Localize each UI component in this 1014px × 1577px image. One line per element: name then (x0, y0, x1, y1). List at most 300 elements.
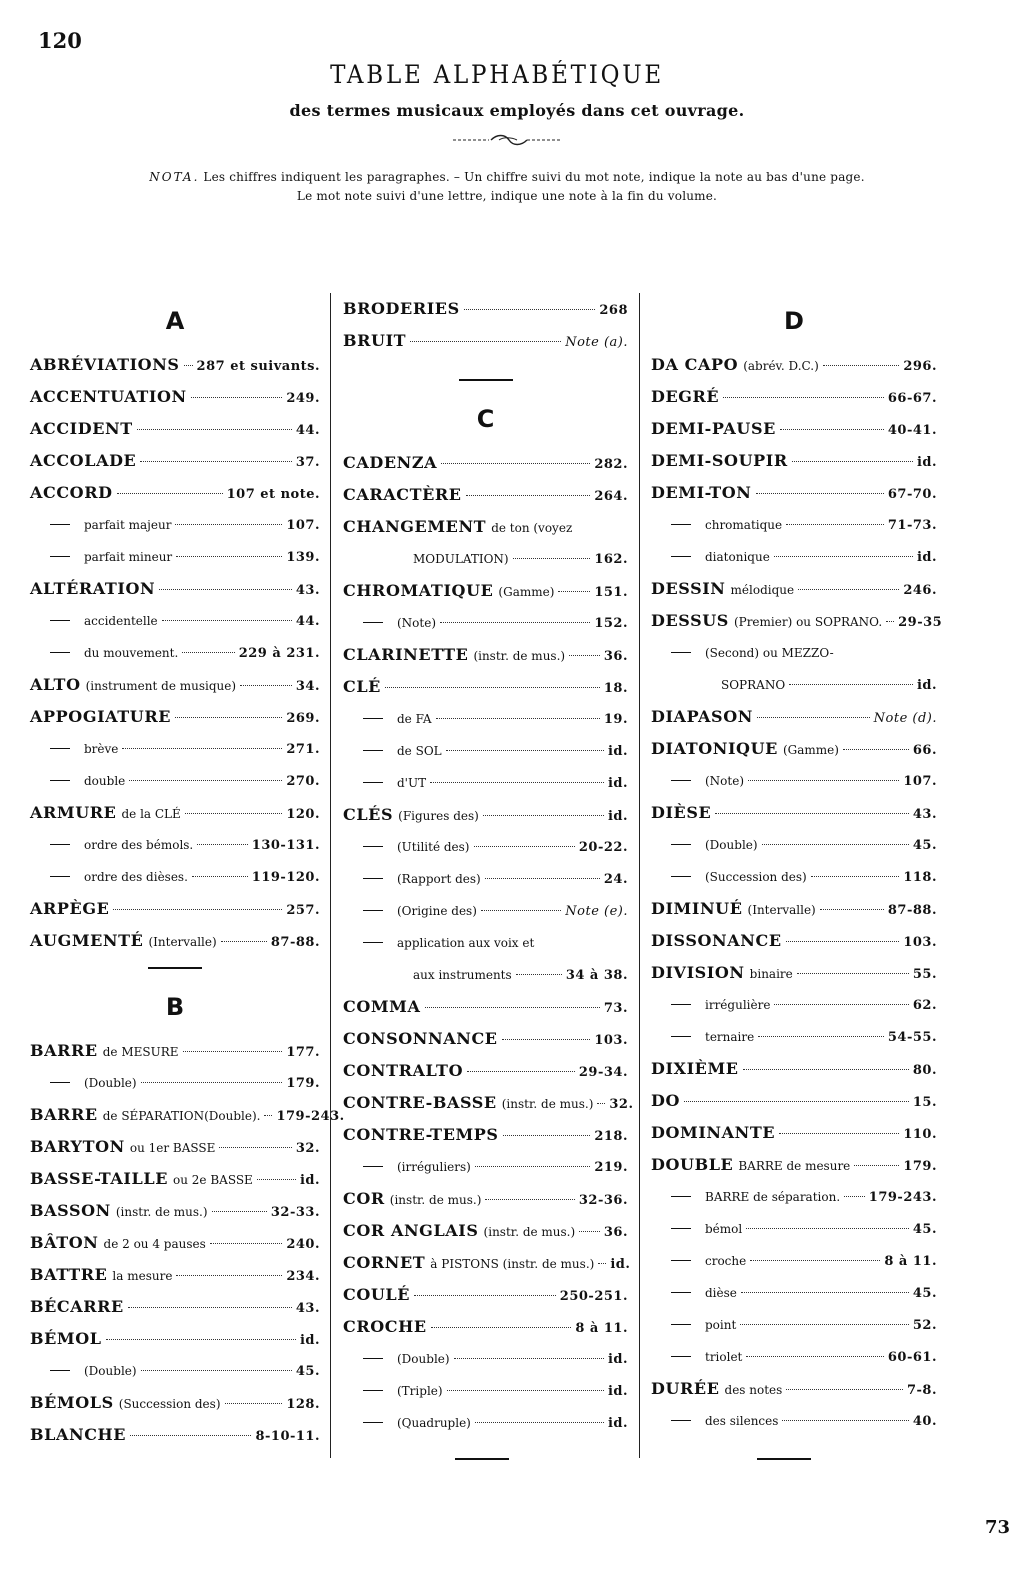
entry-term: CHROMATIQUE (343, 581, 494, 600)
leader-dots (210, 1243, 283, 1244)
entry-subterm: (Double) (397, 1352, 450, 1366)
index-entry (343, 1087, 634, 1119)
ditto-dash (363, 750, 383, 751)
ditto-dash (671, 1036, 691, 1037)
entry-term: COULÉ (343, 1285, 411, 1304)
index-entry (651, 989, 937, 1021)
entry-qualifier: (Intervalle) (747, 903, 816, 917)
index-entry (343, 1215, 628, 1247)
leader-dots (117, 493, 223, 494)
entry-term: COMMA (343, 997, 421, 1016)
index-entry (343, 1407, 628, 1439)
entry-reference: 229 à 231. (238, 646, 320, 661)
entry-term: APPOGIATURE (30, 707, 172, 726)
leader-dots (774, 1004, 908, 1005)
leader-dots (820, 909, 884, 910)
entry-reference: 130-131. (251, 838, 320, 853)
entry-term: CHANGEMENT (343, 517, 487, 536)
index-entry (30, 1131, 320, 1163)
index-entry (343, 735, 628, 767)
leader-dots (513, 558, 591, 559)
entry-term: DO (651, 1091, 681, 1110)
entry-reference: id. (299, 1173, 320, 1188)
entry-reference: 249. (286, 391, 320, 406)
entry-subterm: (Utilité des) (397, 840, 470, 854)
index-entry (343, 325, 628, 357)
entry-subterm: du mouvement. (84, 646, 179, 660)
entry-subterm: d'UT (397, 776, 427, 790)
index-entry (30, 765, 320, 797)
index-entry (30, 509, 320, 541)
ditto-dash (363, 846, 383, 847)
entry-reference: 29-34. (578, 1065, 628, 1080)
entry-reference: 162. (594, 552, 628, 567)
index-entry (651, 1149, 937, 1181)
nota-line-2: Le mot note suivi d'une lettre, indique une note à la fin du volume. (296, 189, 718, 203)
entry-reference: 120. (286, 807, 320, 822)
entry-reference: Note (e). (565, 904, 628, 919)
leader-dots (797, 973, 909, 974)
ditto-dash (50, 876, 70, 877)
index-entry (343, 1023, 628, 1055)
entry-reference: 246. (903, 583, 937, 598)
leader-dots (410, 341, 561, 342)
entry-continuation: SOPRANO (721, 678, 786, 692)
entry-reference: 179. (903, 1159, 937, 1174)
entry-term: BARRE (30, 1041, 98, 1060)
page-subtitle: des termes musicaux employés dans cet ouvrage. (289, 101, 745, 120)
leader-dots (221, 941, 267, 942)
ditto-dash (50, 748, 70, 749)
ditto-dash (50, 556, 70, 557)
entry-term: DIXIÈME (651, 1059, 739, 1078)
index-entry (30, 1099, 345, 1131)
entry-term: BARRE (30, 1105, 98, 1124)
entry-qualifier: ou 1er BASSE (129, 1141, 216, 1155)
entry-term: CLÉ (343, 677, 381, 696)
leader-dots (130, 1435, 251, 1436)
entry-term: BLANCHE (30, 1425, 127, 1444)
entry-reference: 282. (594, 457, 628, 472)
entry-term: CLÉS (343, 805, 394, 824)
entry-reference: 264. (594, 489, 628, 504)
index-entry (30, 1259, 320, 1291)
entry-reference: 257. (286, 903, 320, 918)
ditto-dash (50, 844, 70, 845)
leader-dots (854, 1165, 899, 1166)
entry-reference: 152. (594, 616, 628, 631)
nota-label: NOTA. (149, 170, 200, 184)
leader-dots (475, 1166, 590, 1167)
index-entry (651, 765, 937, 797)
ditto-dash (671, 780, 691, 781)
entry-qualifier: binaire (749, 967, 793, 981)
entry-reference: 34 à 38. (565, 968, 628, 983)
index-entry (343, 511, 628, 543)
leader-dots (811, 876, 900, 877)
index-entry (651, 1373, 937, 1405)
section-letter-a: A (165, 307, 185, 335)
ditto-dash (671, 1196, 691, 1197)
index-entry (30, 1163, 320, 1195)
entry-subterm: point (705, 1318, 737, 1332)
entry-reference: 80. (912, 1063, 937, 1078)
ditto-dash (363, 1390, 383, 1391)
entry-term: DOUBLE (651, 1155, 734, 1174)
index-entry (343, 1247, 631, 1279)
entry-reference: id. (607, 1416, 628, 1431)
nota-line-1 (0, 168, 1014, 187)
entry-reference: 40. (912, 1414, 937, 1429)
entry-term: COR ANGLAIS (343, 1221, 479, 1240)
entry-qualifier: (instr. de mus.) (115, 1205, 208, 1219)
entry-qualifier: (Gamme) (498, 585, 555, 599)
entry-subterm: ternaire (705, 1030, 755, 1044)
entries-b-continued (343, 293, 628, 357)
section-separator (148, 967, 202, 969)
leader-dots (431, 1327, 572, 1328)
entry-qualifier: (Succession des) (118, 1397, 221, 1411)
ditto-dash (671, 1324, 691, 1325)
entry-reference: 179. (286, 1076, 320, 1091)
leader-dots (780, 429, 884, 430)
entry-qualifier: de la CLÉ (121, 807, 181, 821)
entry-reference: 15. (912, 1095, 937, 1110)
leader-dots (786, 941, 900, 942)
entry-reference: id. (607, 744, 628, 759)
index-entry (30, 1067, 320, 1099)
entry-term: DESSUS (651, 611, 729, 630)
ditto-dash (50, 1370, 70, 1371)
leader-dots (122, 748, 282, 749)
leader-dots (475, 1422, 604, 1423)
entry-reference: 45. (912, 1286, 937, 1301)
entry-reference: id. (916, 455, 937, 470)
leader-dots (191, 397, 283, 398)
entries-d (651, 349, 943, 1437)
index-entry (30, 1419, 320, 1451)
index-entry (343, 1151, 628, 1183)
entry-reference: id. (607, 1352, 628, 1367)
leader-dots (485, 1199, 574, 1200)
entry-term: DIATONIQUE (651, 739, 778, 758)
entry-term: DEMI-SOUPIR (651, 451, 788, 470)
index-entry (343, 1183, 628, 1215)
leader-dots (516, 974, 562, 975)
leader-dots (175, 717, 282, 718)
leader-dots (844, 1196, 865, 1197)
leader-dots (779, 1133, 899, 1134)
entry-reference: 45. (295, 1364, 320, 1379)
entry-reference: id. (299, 1333, 320, 1348)
entry-reference: 103. (594, 1033, 628, 1048)
leader-dots (756, 493, 884, 494)
entry-term: DIAPASON (651, 707, 753, 726)
entry-subterm: (irréguliers) (397, 1160, 471, 1174)
index-entry (651, 605, 943, 637)
leader-dots (137, 429, 292, 430)
entry-reference: 32. (295, 1141, 320, 1156)
entry-reference: 29-35 (898, 615, 943, 630)
index-entry (343, 1343, 628, 1375)
index-entry (651, 509, 937, 541)
entry-subterm: application aux voix et (397, 936, 535, 950)
leader-dots (441, 463, 590, 464)
entry-subterm: ordre des bémols. (84, 838, 194, 852)
entry-subterm: diatonique (705, 550, 770, 564)
leader-dots (129, 780, 282, 781)
entries-c (343, 447, 634, 1439)
index-entry (343, 831, 628, 863)
index-entry (343, 799, 628, 831)
entry-reference: 32-33. (270, 1205, 320, 1220)
entry-reference: 67-70. (887, 487, 937, 502)
index-entry (651, 1277, 937, 1309)
entry-reference: 269. (286, 711, 320, 726)
leader-dots (715, 813, 909, 814)
ditto-dash (671, 1004, 691, 1005)
entry-reference: 103. (903, 935, 937, 950)
leader-dots (843, 749, 909, 750)
entry-subterm: double (84, 774, 126, 788)
leader-dots (447, 1390, 604, 1391)
leader-dots (466, 495, 591, 496)
entry-term: ALTO (30, 675, 81, 694)
ditto-dash (50, 780, 70, 781)
leader-dots (597, 1103, 605, 1104)
entry-reference: 60-61. (887, 1350, 937, 1365)
entry-reference: 287 et suivants. (196, 359, 320, 374)
entry-qualifier: (Intervalle) (148, 935, 217, 949)
leader-dots (483, 815, 604, 816)
leader-dots (385, 687, 600, 688)
index-entry (30, 701, 320, 733)
index-entry (343, 991, 628, 1023)
entry-qualifier: (abrév. D.C.) (743, 359, 819, 373)
entry-reference: 24. (603, 872, 628, 887)
entry-reference: 20-22. (578, 840, 628, 855)
entry-reference: 40-41. (887, 423, 937, 438)
leader-dots (197, 844, 248, 845)
leader-dots (162, 620, 292, 621)
entry-reference: 8 à 11. (884, 1254, 937, 1269)
leader-dots (113, 909, 282, 910)
entry-subterm: de FA (397, 712, 432, 726)
entry-qualifier: à PISTONS (instr. de mus.) (430, 1257, 595, 1271)
entry-reference: 34. (295, 679, 320, 694)
entry-reference: 32. (609, 1097, 634, 1112)
column-divider (639, 293, 640, 1458)
leader-dots (175, 524, 282, 525)
entry-term: DESSIN (651, 579, 726, 598)
entry-subterm: (Note) (397, 616, 437, 630)
entry-subterm: (Double) (705, 838, 758, 852)
ditto-dash (363, 718, 383, 719)
index-entry (30, 1323, 320, 1355)
entry-reference: 37. (295, 455, 320, 470)
index-entry (651, 1053, 937, 1085)
ditto-dash (671, 844, 691, 845)
entry-reference: 268 (599, 303, 628, 318)
ornament-divider-icon (447, 132, 567, 148)
entry-term: DIVISION (651, 963, 745, 982)
index-entry (651, 413, 937, 445)
entry-term: ABRÉVIATIONS (30, 355, 180, 374)
ditto-dash (363, 622, 383, 623)
leader-dots (425, 1007, 600, 1008)
leader-dots (159, 589, 292, 590)
nota-text-1: Les chiffres indiquent les paragraphes. – Un chiffre suivi du mot note, indique la note au bas d'une page. (203, 170, 865, 184)
index-entry (651, 1309, 937, 1341)
column-divider (330, 293, 331, 1458)
entry-subterm: (Rapport des) (397, 872, 481, 886)
index-entry (651, 893, 937, 925)
index-entry (651, 701, 937, 733)
entry-subterm: (Succession des) (705, 870, 807, 884)
index-entry (651, 829, 937, 861)
entry-reference: 8-10-11. (255, 1429, 320, 1444)
index-entry (651, 637, 937, 669)
ditto-dash (671, 1260, 691, 1261)
entry-term: BRUIT (343, 331, 407, 350)
entry-term: CARACTÈRE (343, 485, 462, 504)
entry-reference: Note (d). (873, 711, 937, 726)
ditto-dash (50, 620, 70, 621)
leader-dots (481, 910, 561, 911)
ditto-dash (671, 876, 691, 877)
entry-subterm: de SOL (397, 744, 442, 758)
entry-term: DA CAPO (651, 355, 739, 374)
index-entry (343, 863, 628, 895)
index-entry (651, 573, 937, 605)
ditto-dash (671, 652, 691, 653)
entry-term: CONTRALTO (343, 1061, 464, 1080)
entry-continuation: MODULATION) (413, 552, 509, 566)
index-entry (343, 1055, 628, 1087)
leader-dots (723, 397, 884, 398)
entry-reference: 7-8. (906, 1383, 937, 1398)
index-entry (651, 957, 937, 989)
index-entry (30, 477, 320, 509)
entry-subterm: (Note) (705, 774, 745, 788)
entry-subterm: chromatique (705, 518, 783, 532)
index-entry (343, 479, 628, 511)
leader-dots (792, 461, 913, 462)
entry-term: DEMI-PAUSE (651, 419, 776, 438)
entry-term: DEGRÉ (651, 387, 720, 406)
leader-dots (106, 1339, 296, 1340)
leader-dots (743, 1069, 909, 1070)
entry-reference: 250-251. (559, 1289, 628, 1304)
entry-qualifier: (Figures des) (398, 809, 479, 823)
entry-term: CLARINETTE (343, 645, 469, 664)
index-entry (30, 637, 320, 669)
entry-term: BATTRE (30, 1265, 108, 1284)
entry-term: CONSONNANCE (343, 1029, 498, 1048)
ditto-dash (50, 1082, 70, 1083)
entry-subterm: des silences (705, 1414, 779, 1428)
index-entry (30, 797, 320, 829)
ditto-dash (363, 1422, 383, 1423)
entry-subterm: (Quadruple) (397, 1416, 471, 1430)
leader-dots (598, 1263, 606, 1264)
entry-term: BASSE-TAILLE (30, 1169, 169, 1188)
entry-reference: 87-88. (270, 935, 320, 950)
entry-reference: id. (916, 678, 937, 693)
index-entry (343, 767, 628, 799)
leader-dots (774, 556, 913, 557)
index-entry (30, 1355, 320, 1387)
entry-reference: 107. (286, 518, 320, 533)
entry-term: CORNET (343, 1253, 426, 1272)
index-entry (651, 1021, 937, 1053)
index-entry (30, 669, 320, 701)
entry-term: ACCIDENT (30, 419, 133, 438)
entry-term: BÉMOL (30, 1329, 102, 1348)
leader-dots (264, 1115, 272, 1116)
column-c (343, 293, 634, 1439)
leader-dots (176, 1275, 282, 1276)
entry-term: ARPÈGE (30, 899, 110, 918)
entry-term: ARMURE (30, 803, 117, 822)
leader-dots (748, 780, 899, 781)
ditto-dash (363, 1358, 383, 1359)
entry-reference: id. (607, 1384, 628, 1399)
leader-dots (502, 1039, 591, 1040)
leader-dots (454, 1358, 604, 1359)
entry-subterm: dièse (705, 1286, 737, 1300)
index-entry (343, 895, 628, 927)
ditto-dash (363, 878, 383, 879)
entry-subterm: accidentelle (84, 614, 158, 628)
leader-dots (185, 813, 283, 814)
leader-dots (558, 591, 590, 592)
index-entry (30, 541, 320, 573)
entry-qualifier: des notes (724, 1383, 783, 1397)
entry-reference: 44. (295, 614, 320, 629)
index-entry (30, 573, 320, 605)
entry-term: BÉCARRE (30, 1297, 124, 1316)
entry-reference: 151. (594, 585, 628, 600)
entry-term: BASSON (30, 1201, 111, 1220)
entry-reference: 66. (912, 743, 937, 758)
end-separator (455, 1458, 509, 1460)
leader-dots (746, 1228, 909, 1229)
entry-reference: 55. (912, 967, 937, 982)
leader-dots (762, 844, 909, 845)
entry-reference: 240. (286, 1237, 320, 1252)
entry-qualifier: (instr. de mus.) (483, 1225, 576, 1239)
leader-dots (757, 717, 870, 718)
entry-reference: id. (916, 550, 937, 565)
entry-reference: id. (607, 809, 628, 824)
entry-reference: 179-243. (868, 1190, 937, 1205)
entry-term: AUGMENTÉ (30, 931, 144, 950)
index-entry (343, 1311, 628, 1343)
entry-reference: 179-243. (276, 1109, 345, 1124)
entry-qualifier: de SÉPARATION(Double). (102, 1109, 261, 1123)
leader-dots (128, 1307, 292, 1308)
leader-dots (886, 621, 894, 622)
entry-term: DOMINANTE (651, 1123, 776, 1142)
entry-reference: 271. (286, 742, 320, 757)
entry-reference: 219. (594, 1160, 628, 1175)
entry-reference: 119-120. (251, 870, 320, 885)
entry-reference: 52. (912, 1318, 937, 1333)
index-entry (651, 541, 937, 573)
index-entry (651, 381, 937, 413)
entry-qualifier: de ton (voyez (491, 521, 573, 535)
